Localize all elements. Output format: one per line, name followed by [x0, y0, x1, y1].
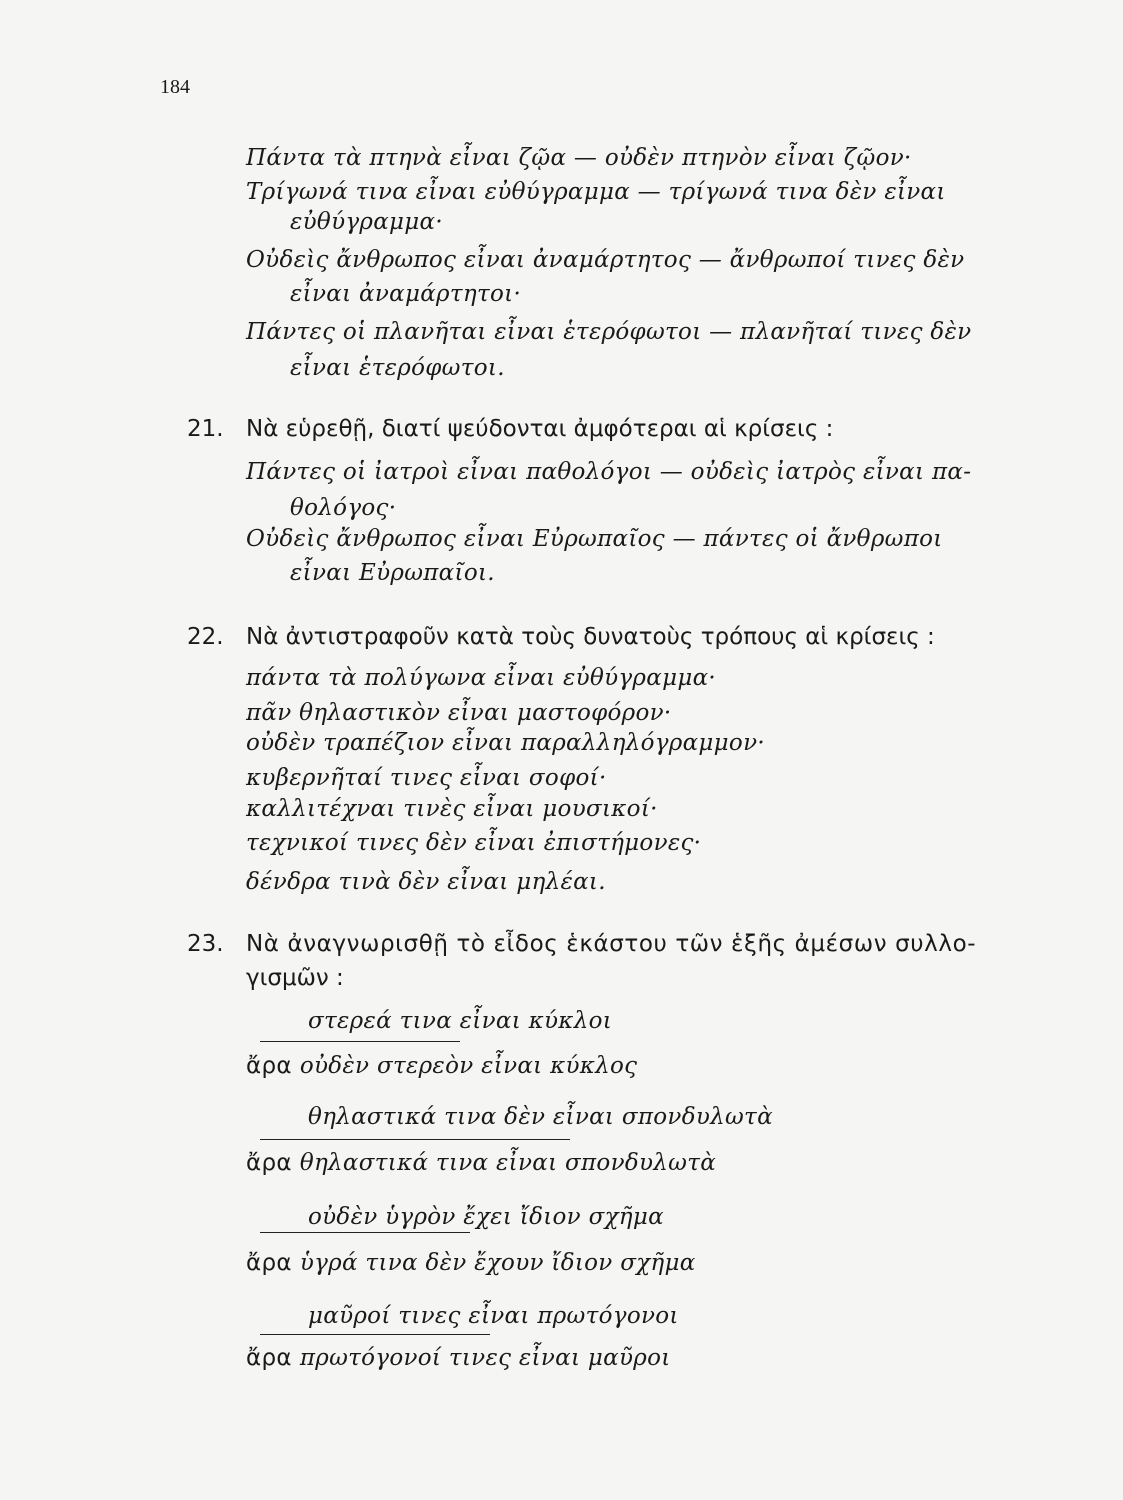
- exercise-line: καλλιτέχναι τινὲς εἶναι μουσικοί·: [246, 796, 658, 822]
- exercise-line: πᾶν θηλαστικὸν εἶναι μαστοφόρον·: [246, 700, 672, 726]
- syllogism-conclusion: ὑγρά τινα δὲν ἔχουν ἴδιον σχῆμα: [299, 1250, 696, 1276]
- continuation-line: εἶναι ἀναμάρτητοι·: [290, 281, 522, 307]
- syllogism-rule: [260, 1041, 460, 1042]
- exercise-heading: Νὰ εὑρεθῇ, διατί ψεύδονται ἀμφότεραι αἱ κρίσεις :: [246, 416, 834, 442]
- syllogism-conclusion-row: [246, 1148, 716, 1178]
- exercise-line: θολόγος·: [290, 495, 397, 521]
- syllogism-premise: οὐδὲν ὑγρὸν ἔχει ἴδιον σχῆμα: [308, 1204, 664, 1230]
- exercise-line: δένδρα τινὰ δὲν εἶναι μηλέαι.: [246, 869, 606, 895]
- exercise-number: 23.: [187, 931, 224, 957]
- exercise-line: πάντα τὰ πολύγωνα εἶναι εὐθύγραμμα·: [246, 665, 717, 691]
- syllogism-premise: στερεά τινα εἶναι κύκλοι: [308, 1008, 613, 1034]
- syllogism-rule: [260, 1334, 490, 1335]
- ara-label: ἄρα: [246, 1150, 292, 1176]
- continuation-line: Πάντες οἱ πλανῆται εἶναι ἑτερόφωτοι — πλανῆταί τινες δὲν: [246, 319, 972, 345]
- continuation-line: εὐθύγραμμα·: [290, 209, 443, 235]
- syllogism-conclusion: οὐδὲν στερεὸν εἶναι κύκλος: [299, 1053, 638, 1079]
- exercise-line: Οὐδεὶς ἄνθρωπος εἶναι Εὐρωπαῖος — πάντες οἱ ἄνθρωποι: [246, 526, 943, 552]
- syllogism-conclusion-row: [246, 1248, 696, 1278]
- exercise-line: κυβερνῆταί τινες εἶναι σοφοί·: [246, 765, 607, 791]
- exercise-heading: Νὰ ἀντιστραφοῦν κατὰ τοὺς δυνατοὺς τρόπους αἱ κρίσεις :: [246, 624, 935, 650]
- continuation-line: Τρίγωνά τινα εἶναι εὐθύγραμμα — τρίγωνά τινα δὲν εἶναι: [246, 179, 946, 205]
- exercise-line: τεχνικοί τινες δὲν εἶναι ἐπιστήμονες·: [246, 830, 702, 856]
- continuation-line: Πάντα τὰ πτηνὰ εἶναι ζῷα — οὐδὲν πτηνὸν εἶναι ζῷον·: [246, 145, 912, 171]
- syllogism-premise: θηλαστικά τινα δὲν εἶναι σπονδυλωτὰ: [308, 1104, 773, 1130]
- exercise-line: οὐδὲν τραπέζιον εἶναι παραλληλόγραμμον·: [246, 730, 765, 756]
- syllogism-premise: μαῦροί τινες εἶναι πρωτόγονοι: [308, 1303, 679, 1329]
- continuation-line: Οὐδεὶς ἄνθρωπος εἶναι ἀναμάρτητος — ἄνθρωποί τινες δὲν: [246, 247, 965, 273]
- syllogism-conclusion: θηλαστικά τινα εἶναι σπονδυλωτὰ: [299, 1150, 717, 1176]
- exercise-heading: Νὰ ἀναγνωρισθῇ τὸ εἶδος ἑκάστου τῶν ἑξῆς ἀμέσων συλλο-: [246, 931, 977, 957]
- continuation-line: εἶναι ἑτερόφωτοι.: [290, 355, 505, 381]
- exercise-line: Πάντες οἱ ἰατροὶ εἶναι παθολόγοι — οὐδεὶς ἰατρὸς εἶναι πα-: [246, 459, 972, 485]
- exercise-number: 21.: [187, 416, 224, 442]
- syllogism-conclusion-row: [246, 1343, 671, 1373]
- page-number: 184: [160, 76, 190, 98]
- exercise-line: εἶναι Εὐρωπαῖοι.: [290, 560, 495, 586]
- ara-label: ἄρα: [246, 1345, 292, 1371]
- syllogism-conclusion-row: [246, 1051, 637, 1081]
- syllogism-conclusion: πρωτόγονοί τινες εἶναι μαῦροι: [299, 1345, 671, 1371]
- exercise-number: 22.: [187, 624, 224, 650]
- exercise-heading-cont: γισμῶν :: [246, 965, 344, 991]
- syllogism-rule: [260, 1232, 470, 1233]
- syllogism-rule: [260, 1139, 570, 1140]
- ara-label: ἄρα: [246, 1053, 292, 1079]
- ara-label: ἄρα: [246, 1250, 292, 1276]
